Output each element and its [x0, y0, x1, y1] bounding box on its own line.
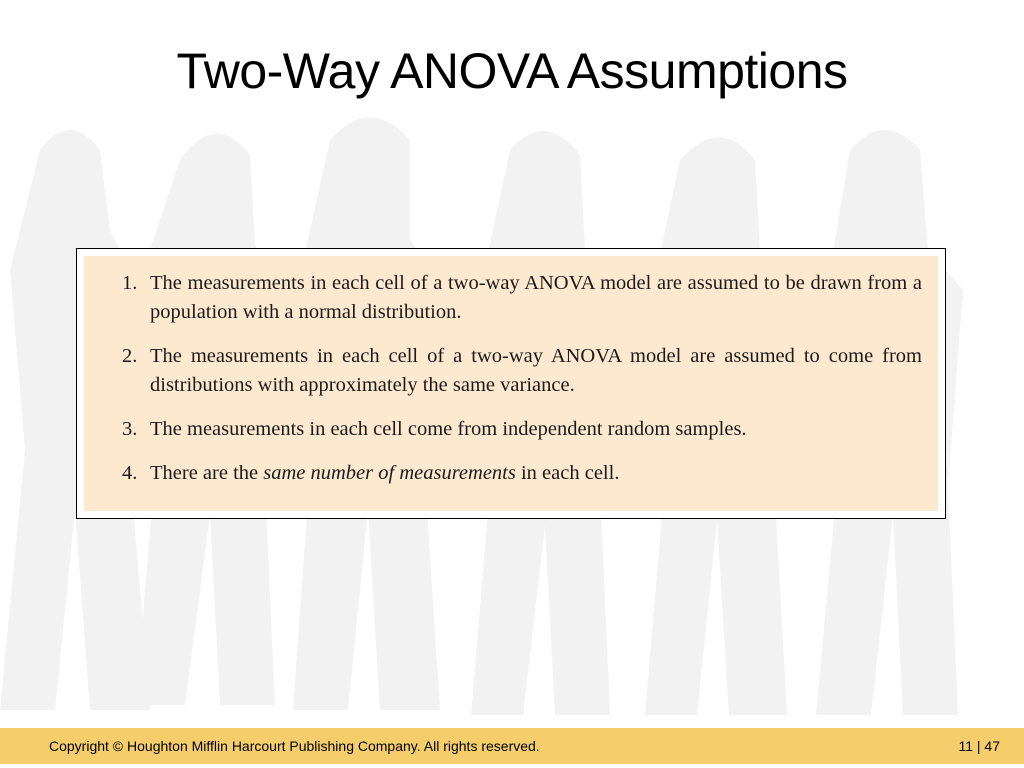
assumptions-list: [122, 269, 922, 503]
assumption-text: The measurements in each cell of a two-way ANOVA model are assumed to come from distributions with approximately the same variance.: [150, 345, 922, 396]
assumption-number: 4.: [122, 462, 138, 484]
assumption-text-after: in each cell.: [515, 462, 620, 484]
assumption-number: 3.: [122, 418, 138, 440]
assumption-text-before: There are the: [150, 462, 264, 484]
assumption-item: [122, 415, 922, 444]
footer-copyright: Copyright © Houghton Mifflin Harcourt Publishing Company. All rights reserved.: [49, 738, 540, 754]
assumptions-panel: [84, 256, 938, 511]
assumption-item: [122, 459, 922, 488]
assumption-number: 2.: [122, 345, 138, 367]
assumption-text-emphasis: same number of measurements: [263, 462, 516, 484]
page-number: 11 | 47: [958, 738, 1000, 754]
assumption-text: The measurements in each cell of a two-way ANOVA model are assumed to be drawn from a population with a normal distribution.: [150, 272, 922, 323]
assumption-number: 1.: [122, 272, 138, 294]
slide-title: Two-Way ANOVA Assumptions: [176, 43, 848, 99]
assumptions-box: [76, 248, 946, 519]
assumption-item: [122, 342, 922, 400]
assumption-text: [150, 462, 619, 484]
footer-bar: [0, 728, 1024, 764]
assumption-text: The measurements in each cell come from independent random samples.: [150, 418, 747, 440]
assumption-item: [122, 269, 922, 327]
